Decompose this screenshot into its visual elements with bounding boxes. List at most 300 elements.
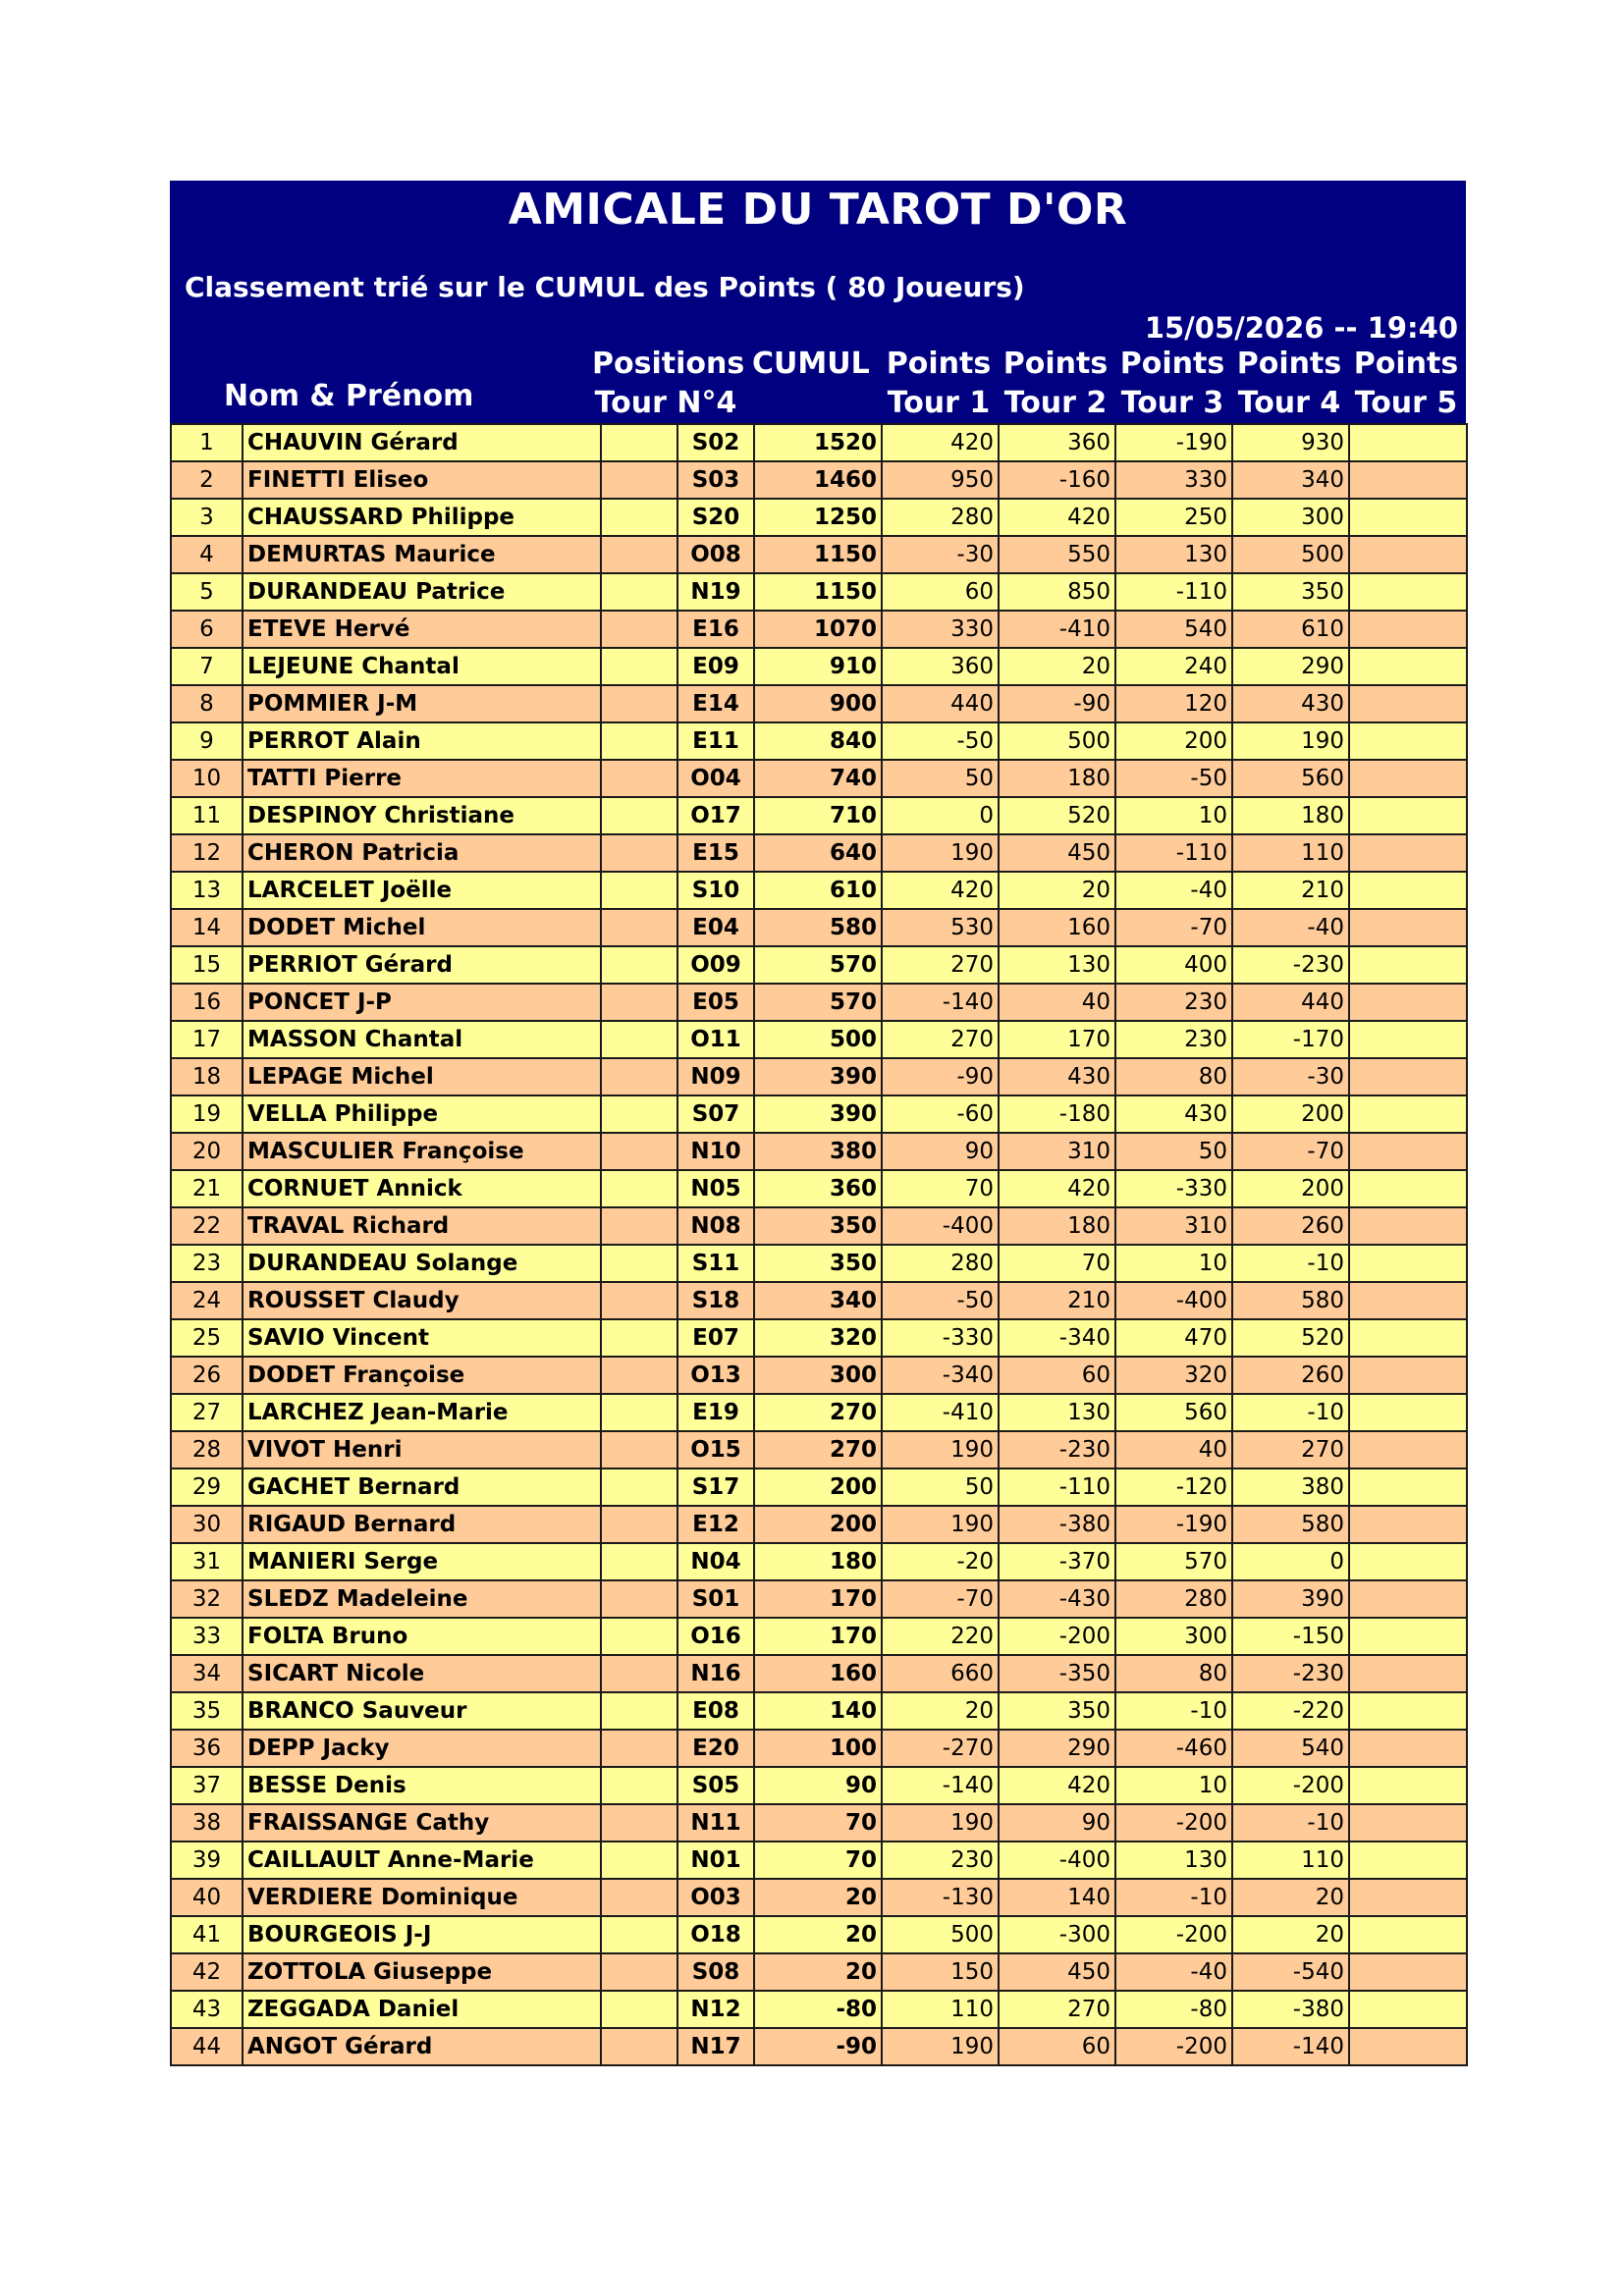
tour4-points-cell: 520 (1232, 1319, 1349, 1357)
tour3-points-cell: 280 (1115, 1580, 1232, 1618)
tour1-points-cell: 190 (882, 1804, 999, 1842)
rank-cell: 20 (171, 1133, 243, 1170)
tour1-points-cell: 530 (882, 909, 999, 946)
cumul-cell: 640 (754, 834, 882, 872)
blank-cell (601, 872, 677, 909)
tour3-points-cell: 330 (1115, 461, 1232, 499)
blank-cell (601, 1543, 677, 1580)
tour4-points-cell: -220 (1232, 1692, 1349, 1730)
position-cell: S17 (677, 1468, 754, 1506)
tour1-points-cell: 420 (882, 872, 999, 909)
table-row (171, 1991, 1467, 2028)
cumul-cell: 100 (754, 1730, 882, 1767)
blank-cell (601, 648, 677, 685)
tour1-points-cell: 950 (882, 461, 999, 499)
tour2-points-cell: 310 (999, 1133, 1115, 1170)
table-row (171, 1804, 1467, 1842)
blank-cell (601, 1431, 677, 1468)
table-header (170, 181, 1466, 423)
tour1-points-cell: -270 (882, 1730, 999, 1767)
tour1-points-cell: -50 (882, 722, 999, 760)
table-row (171, 834, 1467, 872)
position-cell: O13 (677, 1357, 754, 1394)
tour2-points-cell: -230 (999, 1431, 1115, 1468)
ranking-table (170, 423, 1468, 2066)
tour2-points-cell: -430 (999, 1580, 1115, 1618)
tour4-points-cell: 20 (1232, 1916, 1349, 1953)
cumul-cell: 170 (754, 1580, 882, 1618)
tour4-points-cell: 110 (1232, 834, 1349, 872)
tour3-points-cell: -70 (1115, 909, 1232, 946)
tour1-points-cell: -410 (882, 1394, 999, 1431)
rank-cell: 7 (171, 648, 243, 685)
tour5-points-cell (1349, 834, 1467, 872)
blank-cell (601, 1282, 677, 1319)
position-cell: S11 (677, 1245, 754, 1282)
tour1-points-cell: 50 (882, 760, 999, 797)
tour5-points-cell (1349, 1804, 1467, 1842)
tour4-points-cell: 340 (1232, 461, 1349, 499)
tour4-points-cell: -200 (1232, 1767, 1349, 1804)
player-name-cell: TATTI Pierre (243, 760, 601, 797)
tour3-points-cell: 300 (1115, 1618, 1232, 1655)
blank-cell (601, 1916, 677, 1953)
blank-cell (601, 611, 677, 648)
player-name-cell: ANGOT Gérard (243, 2028, 601, 2065)
tour1-points-cell: 110 (882, 1991, 999, 2028)
blank-cell (601, 984, 677, 1021)
rank-cell: 39 (171, 1842, 243, 1879)
tour3-points-cell: -40 (1115, 1953, 1232, 1991)
tour2-points-cell: 270 (999, 1991, 1115, 2028)
tour5-points-cell (1349, 1879, 1467, 1916)
col-header-tour5: Points Tour 5 (1353, 347, 1459, 420)
cumul-cell: 320 (754, 1319, 882, 1357)
table-row (171, 760, 1467, 797)
tour5-points-cell (1349, 909, 1467, 946)
tour3-points-cell: 10 (1115, 797, 1232, 834)
player-name-cell: CHAUVIN Gérard (243, 424, 601, 461)
cumul-cell: 570 (754, 946, 882, 984)
tour3-points-cell: 310 (1115, 1207, 1232, 1245)
player-name-cell: DURANDEAU Patrice (243, 573, 601, 611)
tour1-points-cell: 90 (882, 1133, 999, 1170)
cumul-cell: 20 (754, 1879, 882, 1916)
blank-cell (601, 722, 677, 760)
rank-cell: 32 (171, 1580, 243, 1618)
tour4-points-cell: 260 (1232, 1357, 1349, 1394)
player-name-cell: ROUSSET Claudy (243, 1282, 601, 1319)
tour3-points-cell: 80 (1115, 1058, 1232, 1095)
tour3-points-cell: 80 (1115, 1655, 1232, 1692)
player-name-cell: VIVOT Henri (243, 1431, 601, 1468)
player-name-cell: CHERON Patricia (243, 834, 601, 872)
cumul-cell: 710 (754, 797, 882, 834)
tour3-points-cell: 540 (1115, 611, 1232, 648)
tour3-points-cell: 250 (1115, 499, 1232, 536)
tour3-points-cell: 230 (1115, 984, 1232, 1021)
cumul-cell: 1250 (754, 499, 882, 536)
rank-cell: 1 (171, 424, 243, 461)
tour5-points-cell (1349, 536, 1467, 573)
position-cell: O08 (677, 536, 754, 573)
tour3-points-cell: -80 (1115, 1991, 1232, 2028)
blank-cell (601, 461, 677, 499)
table-row (171, 1916, 1467, 1953)
tour1-points-cell: 500 (882, 1916, 999, 1953)
tour2-points-cell: -350 (999, 1655, 1115, 1692)
tour1-points-cell: 150 (882, 1953, 999, 1991)
tour5-points-cell (1349, 1692, 1467, 1730)
table-row (171, 424, 1467, 461)
tour2-points-cell: 210 (999, 1282, 1115, 1319)
tour1-points-cell: -340 (882, 1357, 999, 1394)
player-name-cell: MASCULIER Françoise (243, 1133, 601, 1170)
col-header-positions: Positions Tour N°4 (592, 347, 745, 420)
position-cell: N01 (677, 1842, 754, 1879)
tour4-points-cell: -140 (1232, 2028, 1349, 2065)
tour5-points-cell (1349, 797, 1467, 834)
tour1-points-cell: -130 (882, 1879, 999, 1916)
cumul-cell: 610 (754, 872, 882, 909)
tour1-points-cell: -330 (882, 1319, 999, 1357)
tour2-points-cell: 850 (999, 573, 1115, 611)
tour5-points-cell (1349, 1916, 1467, 1953)
blank-cell (601, 1058, 677, 1095)
position-cell: N16 (677, 1655, 754, 1692)
tour1-points-cell: 60 (882, 573, 999, 611)
tour2-points-cell: 60 (999, 1357, 1115, 1394)
page-title: AMICALE DU TAROT D'OR (508, 185, 1128, 235)
table-row (171, 1021, 1467, 1058)
tour4-points-cell: 560 (1232, 760, 1349, 797)
rank-cell: 29 (171, 1468, 243, 1506)
tour3-points-cell: -50 (1115, 760, 1232, 797)
blank-cell (601, 1842, 677, 1879)
blank-cell (601, 834, 677, 872)
tour2-points-cell: 20 (999, 872, 1115, 909)
player-name-cell: DEMURTAS Maurice (243, 536, 601, 573)
tour5-points-cell (1349, 1991, 1467, 2028)
tour4-points-cell: 430 (1232, 685, 1349, 722)
tour5-points-cell (1349, 648, 1467, 685)
cumul-cell: 390 (754, 1095, 882, 1133)
tour4-points-cell: -70 (1232, 1133, 1349, 1170)
table-row (171, 2028, 1467, 2065)
position-cell: E05 (677, 984, 754, 1021)
blank-cell (601, 1170, 677, 1207)
tour3-points-cell: -110 (1115, 834, 1232, 872)
table-row (171, 648, 1467, 685)
col-header-tour3: Points Tour 3 (1119, 347, 1225, 420)
table-body (171, 424, 1467, 2065)
tour2-points-cell: 430 (999, 1058, 1115, 1095)
tour4-points-cell: -40 (1232, 909, 1349, 946)
rank-cell: 25 (171, 1319, 243, 1357)
cumul-cell: 1070 (754, 611, 882, 648)
tour2-points-cell: 90 (999, 1804, 1115, 1842)
rank-cell: 9 (171, 722, 243, 760)
blank-cell (601, 1133, 677, 1170)
tour5-points-cell (1349, 1953, 1467, 1991)
tour2-points-cell: -160 (999, 461, 1115, 499)
position-cell: O15 (677, 1431, 754, 1468)
player-name-cell: LARCELET Joëlle (243, 872, 601, 909)
table-row (171, 611, 1467, 648)
position-cell: E08 (677, 1692, 754, 1730)
blank-cell (601, 1095, 677, 1133)
blank-cell (601, 1207, 677, 1245)
table-row (171, 722, 1467, 760)
rank-cell: 36 (171, 1730, 243, 1767)
rank-cell: 42 (171, 1953, 243, 1991)
tour5-points-cell (1349, 1207, 1467, 1245)
tour5-points-cell (1349, 1842, 1467, 1879)
tour3-points-cell: 40 (1115, 1431, 1232, 1468)
position-cell: S01 (677, 1580, 754, 1618)
player-name-cell: DODET Françoise (243, 1357, 601, 1394)
player-name-cell: CAILLAULT Anne-Marie (243, 1842, 601, 1879)
tour4-points-cell: 20 (1232, 1879, 1349, 1916)
player-name-cell: VERDIERE Dominique (243, 1879, 601, 1916)
table-row (171, 1506, 1467, 1543)
tour4-points-cell: -30 (1232, 1058, 1349, 1095)
tour1-points-cell: 190 (882, 834, 999, 872)
rank-cell: 40 (171, 1879, 243, 1916)
tour2-points-cell: 520 (999, 797, 1115, 834)
tour3-points-cell: 130 (1115, 1842, 1232, 1879)
table-row (171, 1133, 1467, 1170)
blank-cell (601, 685, 677, 722)
rank-cell: 34 (171, 1655, 243, 1692)
tour2-points-cell: 290 (999, 1730, 1115, 1767)
tour2-points-cell: 130 (999, 946, 1115, 984)
tour3-points-cell: -200 (1115, 1916, 1232, 1953)
rank-cell: 38 (171, 1804, 243, 1842)
tour2-points-cell: 180 (999, 760, 1115, 797)
position-cell: E20 (677, 1730, 754, 1767)
position-cell: O03 (677, 1879, 754, 1916)
blank-cell (601, 1245, 677, 1282)
cumul-cell: 580 (754, 909, 882, 946)
blank-cell (601, 1506, 677, 1543)
rank-cell: 16 (171, 984, 243, 1021)
col-header-tour4: Points Tour 4 (1236, 347, 1342, 420)
table-row (171, 1357, 1467, 1394)
tour5-points-cell (1349, 1319, 1467, 1357)
cumul-cell: 340 (754, 1282, 882, 1319)
position-cell: O16 (677, 1618, 754, 1655)
position-cell: E07 (677, 1319, 754, 1357)
player-name-cell: CORNUET Annick (243, 1170, 601, 1207)
position-cell: O18 (677, 1916, 754, 1953)
tour4-points-cell: 110 (1232, 1842, 1349, 1879)
position-cell: E14 (677, 685, 754, 722)
tour2-points-cell: 420 (999, 1767, 1115, 1804)
rank-cell: 27 (171, 1394, 243, 1431)
rank-cell: 22 (171, 1207, 243, 1245)
tour4-points-cell: 440 (1232, 984, 1349, 1021)
tour4-points-cell: 200 (1232, 1095, 1349, 1133)
table-row (171, 461, 1467, 499)
table-row (171, 1058, 1467, 1095)
rank-cell: 17 (171, 1021, 243, 1058)
tour5-points-cell (1349, 461, 1467, 499)
tour5-points-cell (1349, 1021, 1467, 1058)
cumul-cell: 160 (754, 1655, 882, 1692)
position-cell: N08 (677, 1207, 754, 1245)
tour3-points-cell: -190 (1115, 1506, 1232, 1543)
blank-cell (601, 1991, 677, 2028)
blank-cell (601, 1618, 677, 1655)
tour1-points-cell: -30 (882, 536, 999, 573)
tour1-points-cell: 190 (882, 1431, 999, 1468)
table-row (171, 499, 1467, 536)
cumul-cell: 350 (754, 1207, 882, 1245)
player-name-cell: LEJEUNE Chantal (243, 648, 601, 685)
tour4-points-cell: -230 (1232, 1655, 1349, 1692)
tour5-points-cell (1349, 1357, 1467, 1394)
blank-cell (601, 1468, 677, 1506)
tour4-points-cell: 500 (1232, 536, 1349, 573)
tour3-points-cell: -330 (1115, 1170, 1232, 1207)
player-name-cell: PERROT Alain (243, 722, 601, 760)
tour5-points-cell (1349, 722, 1467, 760)
tour4-points-cell: -380 (1232, 1991, 1349, 2028)
tour2-points-cell: -110 (999, 1468, 1115, 1506)
tour3-points-cell: -10 (1115, 1692, 1232, 1730)
cumul-cell: 90 (754, 1767, 882, 1804)
cumul-cell: 20 (754, 1916, 882, 1953)
cumul-cell: 1150 (754, 573, 882, 611)
tour4-points-cell: 580 (1232, 1506, 1349, 1543)
tour3-points-cell: -110 (1115, 573, 1232, 611)
player-name-cell: DESPINOY Christiane (243, 797, 601, 834)
tour1-points-cell: 190 (882, 1506, 999, 1543)
tour2-points-cell: -410 (999, 611, 1115, 648)
cumul-cell: -90 (754, 2028, 882, 2065)
tour3-points-cell: 200 (1115, 722, 1232, 760)
tour3-points-cell: 240 (1115, 648, 1232, 685)
position-cell: N09 (677, 1058, 754, 1095)
tour1-points-cell: 330 (882, 611, 999, 648)
rank-cell: 35 (171, 1692, 243, 1730)
position-cell: E11 (677, 722, 754, 760)
table-row (171, 1767, 1467, 1804)
rank-cell: 5 (171, 573, 243, 611)
tour1-points-cell: 270 (882, 946, 999, 984)
cumul-cell: 200 (754, 1468, 882, 1506)
tour1-points-cell: 20 (882, 1692, 999, 1730)
table-row (171, 1319, 1467, 1357)
position-cell: N19 (677, 573, 754, 611)
tour4-points-cell: 300 (1232, 499, 1349, 536)
blank-cell (601, 499, 677, 536)
player-name-cell: BOURGEOIS J-J (243, 1916, 601, 1953)
tour2-points-cell: -90 (999, 685, 1115, 722)
blank-cell (601, 1767, 677, 1804)
tour5-points-cell (1349, 1655, 1467, 1692)
blank-cell (601, 1580, 677, 1618)
rank-cell: 19 (171, 1095, 243, 1133)
tour5-points-cell (1349, 1543, 1467, 1580)
blank-cell (601, 1357, 677, 1394)
tour4-points-cell: 580 (1232, 1282, 1349, 1319)
tour1-points-cell: 0 (882, 797, 999, 834)
player-name-cell: PERRIOT Gérard (243, 946, 601, 984)
tour5-points-cell (1349, 573, 1467, 611)
tour3-points-cell: 10 (1115, 1245, 1232, 1282)
blank-cell (601, 946, 677, 984)
table-row (171, 984, 1467, 1021)
tour5-points-cell (1349, 984, 1467, 1021)
tour2-points-cell: 160 (999, 909, 1115, 946)
tour4-points-cell: 290 (1232, 648, 1349, 685)
cumul-cell: 1460 (754, 461, 882, 499)
tour1-points-cell: 660 (882, 1655, 999, 1692)
tour4-points-cell: 610 (1232, 611, 1349, 648)
player-name-cell: SAVIO Vincent (243, 1319, 601, 1357)
position-cell: E09 (677, 648, 754, 685)
player-name-cell: DURANDEAU Solange (243, 1245, 601, 1282)
table-row (171, 1431, 1467, 1468)
cumul-cell: 570 (754, 984, 882, 1021)
position-cell: O17 (677, 797, 754, 834)
tour5-points-cell (1349, 1618, 1467, 1655)
rank-cell: 2 (171, 461, 243, 499)
tour1-points-cell: 280 (882, 1245, 999, 1282)
tour5-points-cell (1349, 611, 1467, 648)
tour3-points-cell: -120 (1115, 1468, 1232, 1506)
col-header-tour2: Points Tour 2 (1002, 347, 1109, 420)
cumul-cell: 840 (754, 722, 882, 760)
blank-cell (601, 909, 677, 946)
player-name-cell: DODET Michel (243, 909, 601, 946)
rank-cell: 4 (171, 536, 243, 573)
tour2-points-cell: 350 (999, 1692, 1115, 1730)
tour1-points-cell: 360 (882, 648, 999, 685)
player-name-cell: LARCHEZ Jean-Marie (243, 1394, 601, 1431)
tour3-points-cell: 560 (1115, 1394, 1232, 1431)
tour2-points-cell: 420 (999, 499, 1115, 536)
player-name-cell: SLEDZ Madeleine (243, 1580, 601, 1618)
tour4-points-cell: 540 (1232, 1730, 1349, 1767)
position-cell: N17 (677, 2028, 754, 2065)
tour4-points-cell: -10 (1232, 1394, 1349, 1431)
cumul-cell: 350 (754, 1245, 882, 1282)
player-name-cell: FRAISSANGE Cathy (243, 1804, 601, 1842)
player-name-cell: POMMIER J-M (243, 685, 601, 722)
tour3-points-cell: -40 (1115, 872, 1232, 909)
tour3-points-cell: -460 (1115, 1730, 1232, 1767)
tour4-points-cell: -10 (1232, 1245, 1349, 1282)
position-cell: O04 (677, 760, 754, 797)
player-name-cell: VELLA Philippe (243, 1095, 601, 1133)
tour2-points-cell: -300 (999, 1916, 1115, 1953)
tour3-points-cell: 400 (1115, 946, 1232, 984)
tour5-points-cell (1349, 1133, 1467, 1170)
table-row (171, 685, 1467, 722)
blank-cell (601, 1692, 677, 1730)
table-row (171, 1543, 1467, 1580)
tour4-points-cell: -540 (1232, 1953, 1349, 1991)
tour4-points-cell: 200 (1232, 1170, 1349, 1207)
table-row (171, 573, 1467, 611)
position-cell: N11 (677, 1804, 754, 1842)
tour4-points-cell: -10 (1232, 1804, 1349, 1842)
tour2-points-cell: 40 (999, 984, 1115, 1021)
tour2-points-cell: 170 (999, 1021, 1115, 1058)
